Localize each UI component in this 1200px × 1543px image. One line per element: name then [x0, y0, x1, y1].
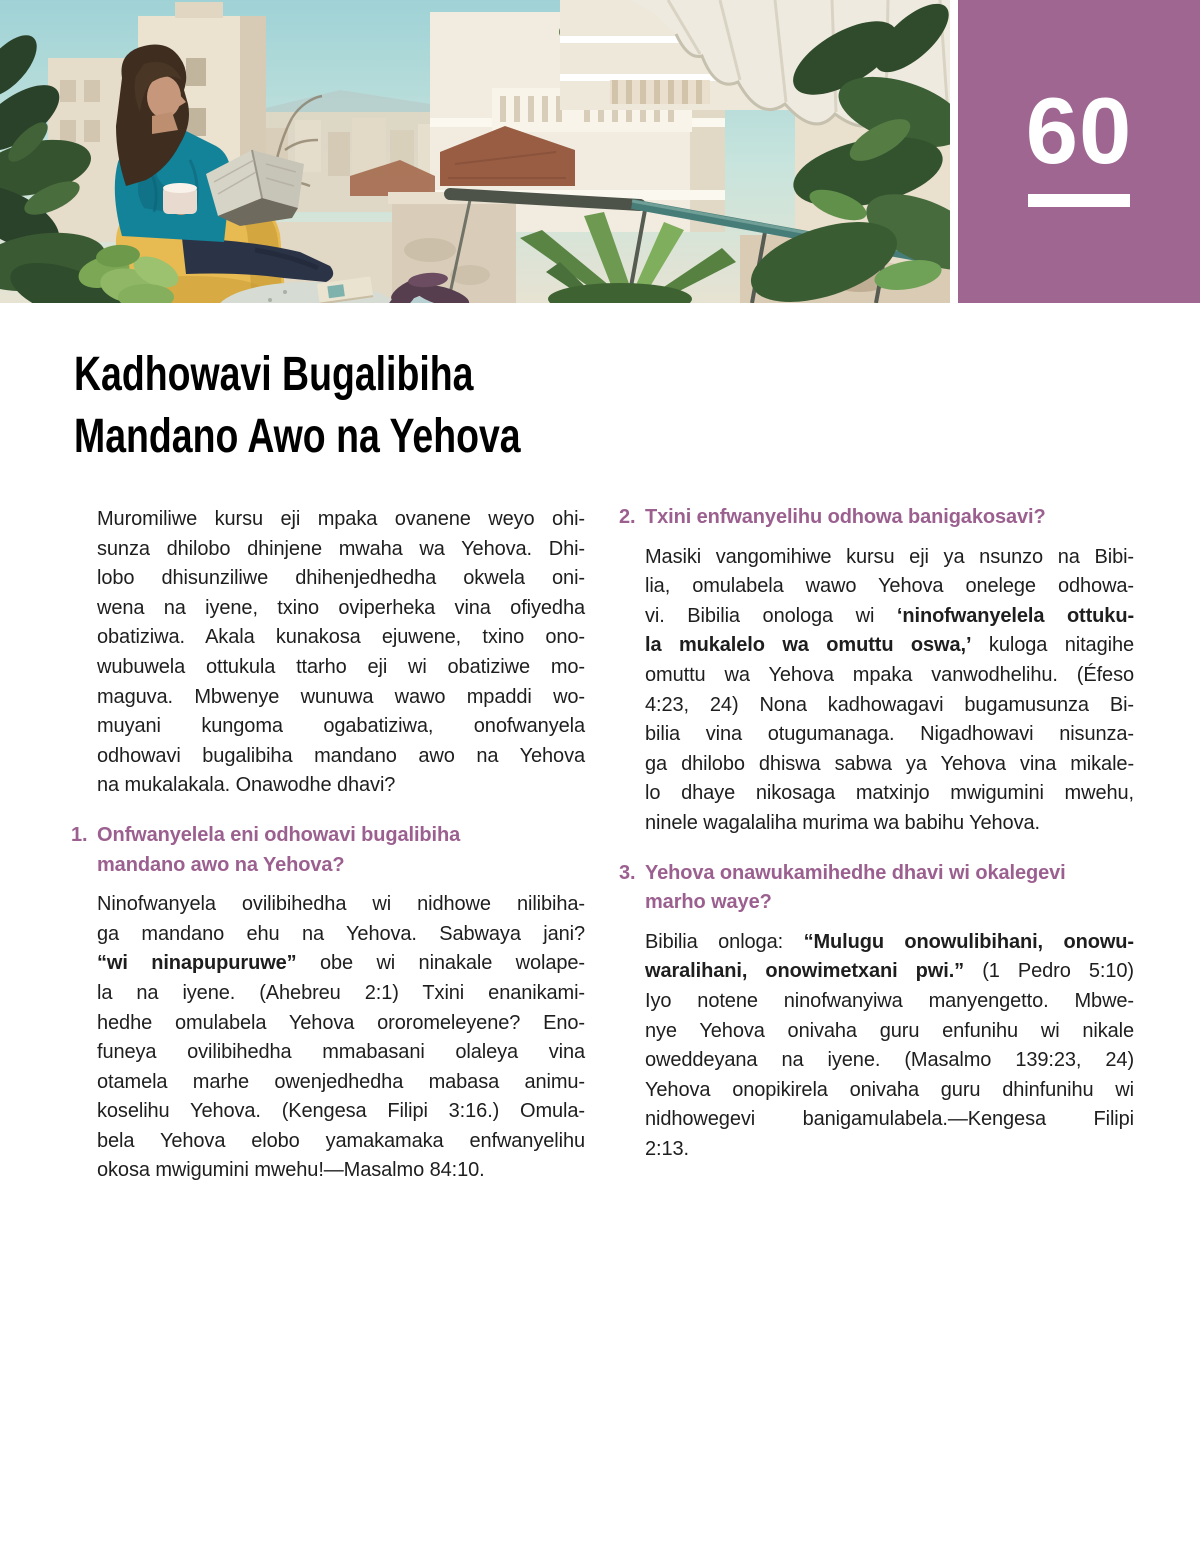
- page-title: [74, 344, 521, 468]
- paragraph-line: ga dhilobo dhiswa sabwa ya Yehova vina mikale-: [645, 752, 1134, 775]
- paragraph-line: funeya ovilibihedha mmabasani olaleya vina: [97, 1041, 585, 1064]
- header-photo: [0, 0, 950, 303]
- lesson-number-underline: [1028, 194, 1130, 207]
- paragraph-line: lobo dhisunziliwe dhihenjedhedha okwela oni-: [97, 567, 585, 590]
- paragraph-line: koselihu Yehova. (Kengesa Filipi 3:16.) Omula-: [97, 1100, 585, 1123]
- paragraph-line: nidhowegevi banigamulabela.—Kengesa Filipi: [645, 1108, 1134, 1131]
- paragraph-line: nye Yehova onivaha guru enfunihu wi nikale: [645, 1019, 1134, 1042]
- paragraph: [645, 928, 1134, 1165]
- paragraph-line: sunza dhilobo dhinjene mwaha wa Yehova. Dhi-: [97, 537, 585, 560]
- paragraph-line: otamela marhe owenjedhedha mabasa animu-: [97, 1070, 585, 1093]
- paragraph-line: Bibilia onloga: “Mulugu onowulibihani, onowu-: [645, 930, 1134, 953]
- paragraph-line: vi. Bibilia onologa wi ‘ninofwanyelela ottuku-: [645, 604, 1134, 627]
- question-number: 1.: [71, 823, 88, 846]
- question-heading-line: Yehova onawukamihedhe dhavi wi okalegevi: [645, 861, 1066, 884]
- paragraph-line: odhowavi bugalibiha mandano awo na Yehova: [97, 744, 585, 767]
- paragraph-line: maguva. Mbwenye wunuwa wawo mpaddi wo-: [97, 685, 585, 708]
- paragraph-line: wubuwela ottukula ttarho eji wi obatiziwe mo-: [97, 655, 585, 678]
- paragraph-line: omuttu wa Yehova mpaka vanwodhelihu. (Éfeso: [645, 663, 1134, 686]
- question-heading: [619, 503, 1134, 533]
- paragraph-line: bilia vina otugumanaga. Nigadhowavi nisunza-: [645, 723, 1134, 746]
- lesson-number-badge: [958, 0, 1200, 303]
- paragraph-line: obatiziwa. Akala kunakosa ejuwene, txino ono-: [97, 626, 585, 649]
- question-heading-line: Onfwanyelela eni odhowavi bugalibiha: [97, 823, 461, 846]
- paragraph-line: bela Yehova elobo yamakamaka enfwanyelihu: [97, 1129, 585, 1152]
- question-heading: [71, 821, 585, 880]
- paragraph-line: muyani kungoma ogabatiziwa, onofwanyela: [97, 715, 585, 738]
- question-heading-line: mandano awo na Yehova?: [97, 853, 345, 876]
- paragraph: [645, 543, 1134, 839]
- paragraph-line: “wi ninapupuruwe” obe wi ninakale wolape-: [97, 952, 585, 975]
- question-heading-line: Txini enfwanyelihu odhowa banigakosavi?: [645, 506, 1046, 528]
- header-photo-illustration: [0, 0, 950, 303]
- paragraph-line: la na iyene. (Ahebreu 2:1) Txini enanikami-: [97, 981, 585, 1004]
- question-number: 2.: [619, 506, 636, 528]
- paragraph-line: na mukalakala. Onawodhe dhavi?: [97, 774, 396, 797]
- left-column: [71, 505, 585, 1186]
- paragraph-line: ninele wagalaliha murima wa babihu Yehova.: [645, 811, 1040, 834]
- right-column: [619, 503, 1134, 1164]
- paragraph-line: lia, omulabela wawo Yehova onelege odhowa-: [645, 575, 1134, 598]
- paragraph-line: hedhe omulabela Yehova ororomeleyene? Eno-: [97, 1011, 585, 1034]
- paragraph-line: okosa mwigumini mwehu!—Masalmo 84:10.: [97, 1159, 485, 1182]
- question-heading: [619, 859, 1134, 918]
- paragraph-line: Ninofwanyela ovilibihedha wi nidhowe nilibiha-: [97, 893, 585, 916]
- lesson-number: 60: [1025, 78, 1133, 183]
- paragraph-line: la mukalelo wa omuttu oswa,’ kuloga nitagihe: [645, 634, 1134, 657]
- paragraph-line: lo dhaye nikosaga matxinjo mwigumini mwehu,: [645, 782, 1134, 805]
- paragraph-line: 2:13.: [645, 1137, 689, 1160]
- paragraph-line: wena na iyene, txino oviperheka vina ofiyedha: [97, 596, 585, 619]
- paragraph: [97, 505, 585, 801]
- page-title-line-1: Kadhowavi Bugalibiha: [74, 348, 474, 401]
- question-number: 3.: [619, 861, 636, 884]
- paragraph-line: waralihani, onowimetxani pwi.” (1 Pedro 5:10): [645, 960, 1134, 983]
- paragraph-line: Muromiliwe kursu eji mpaka ovanene weyo ohi-: [97, 508, 585, 530]
- question-heading-line: marho waye?: [645, 891, 772, 914]
- paragraph-line: 4:23, 24) Nona kadhowagavi bugamusunza Bi-: [645, 693, 1134, 716]
- paragraph-line: Yehova onopikirela onivaha guru dhinfunihu wi: [645, 1078, 1134, 1101]
- page-title-line-2: Mandano Awo na Yehova: [74, 410, 521, 463]
- paragraph-line: Iyo notene ninofwanyiwa manyengetto. Mbwe-: [645, 989, 1134, 1012]
- paragraph-line: ga mandano ehu na Yehova. Sabwaya jani?: [97, 922, 585, 945]
- paragraph-line: oweddeyana na iyene. (Masalmo 139:23, 24): [645, 1049, 1134, 1072]
- paragraph: [97, 890, 585, 1186]
- paragraph-line: Masiki vangomihiwe kursu eji ya nsunzo na Bibi-: [645, 545, 1134, 568]
